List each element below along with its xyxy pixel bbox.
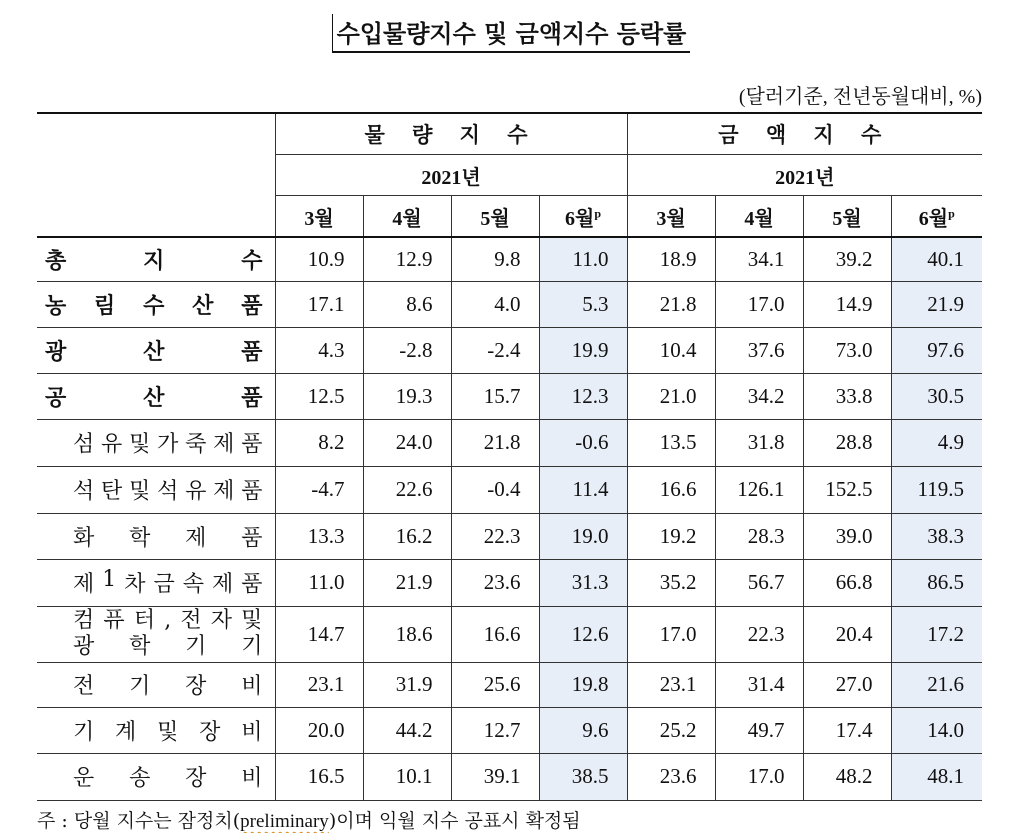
- cell-value-m3: 39.0: [803, 513, 891, 559]
- cell-value-m4: 38.3: [891, 513, 982, 559]
- cell-volume-m3: 25.6: [451, 662, 539, 707]
- cell-volume-m3: -2.4: [451, 327, 539, 373]
- cell-value-m1: 13.5: [627, 419, 715, 466]
- table-row: [37, 466, 982, 513]
- header-month-volume-3: 5월: [451, 196, 539, 238]
- cell-value-m2: 31.8: [715, 419, 803, 466]
- cell-volume-m4: 11.4: [539, 466, 627, 513]
- cell-volume-m3: 15.7: [451, 373, 539, 419]
- cell-volume-m3: 4.0: [451, 281, 539, 327]
- page-title: 수입물량지수 및 금액지수 등락률: [0, 14, 1022, 53]
- cell-volume-m3: -0.4: [451, 466, 539, 513]
- index-table: [37, 112, 982, 801]
- row-label: 기 계 및 장 비: [37, 707, 275, 753]
- row-label-line1: 컴 퓨 터 , 전 자 및: [73, 608, 263, 633]
- cell-volume-m4: 9.6: [539, 707, 627, 753]
- table-row: [37, 513, 982, 559]
- cell-volume-m4: 5.3: [539, 281, 627, 327]
- table-row: [37, 419, 982, 466]
- cell-volume-m4: 31.3: [539, 559, 627, 606]
- cell-volume-m3: 16.6: [451, 606, 539, 662]
- header-month-value-4: 6월$^p$: [891, 196, 982, 238]
- cell-volume-m4: -0.6: [539, 419, 627, 466]
- table-row: [37, 662, 982, 707]
- cell-value-m1: 10.4: [627, 327, 715, 373]
- row-label: 화 학 제 품: [37, 513, 275, 559]
- cell-volume-m4: 38.5: [539, 753, 627, 800]
- cell-value-m3: 14.9: [803, 281, 891, 327]
- cell-value-m4: 48.1: [891, 753, 982, 800]
- table-row: [37, 707, 982, 753]
- cell-value-m2: 126.1: [715, 466, 803, 513]
- cell-value-m2: 17.0: [715, 281, 803, 327]
- cell-value-m3: 28.8: [803, 419, 891, 466]
- cell-volume-m3: 23.6: [451, 559, 539, 606]
- cell-value-m3: 33.8: [803, 373, 891, 419]
- cell-value-m4: 21.9: [891, 281, 982, 327]
- cell-volume-m4: 12.3: [539, 373, 627, 419]
- cell-value-m4: 97.6: [891, 327, 982, 373]
- cell-value-m1: 21.8: [627, 281, 715, 327]
- cell-value-m2: 56.7: [715, 559, 803, 606]
- table-row: [37, 237, 982, 281]
- cell-volume-m2: 19.3: [363, 373, 451, 419]
- cell-value-m1: 21.0: [627, 373, 715, 419]
- cell-volume-m4: 11.0: [539, 237, 627, 281]
- table-row: [37, 373, 982, 419]
- cell-value-m1: 17.0: [627, 606, 715, 662]
- table-row: [37, 753, 982, 800]
- row-label: [37, 606, 275, 662]
- row-label: 운 송 장 비: [37, 753, 275, 800]
- cell-volume-m2: 31.9: [363, 662, 451, 707]
- header-volume-year: 2021년: [275, 155, 627, 196]
- cell-volume-m3: 21.8: [451, 419, 539, 466]
- cell-volume-m3: 22.3: [451, 513, 539, 559]
- cell-value-m2: 49.7: [715, 707, 803, 753]
- cell-volume-m4: 19.9: [539, 327, 627, 373]
- cell-volume-m3: 9.8: [451, 237, 539, 281]
- table-row: [37, 327, 982, 373]
- cell-volume-m1: 11.0: [275, 559, 363, 606]
- header-month-value-1: 3월: [627, 196, 715, 238]
- cell-value-m1: 19.2: [627, 513, 715, 559]
- row-label: 농 림 수 산 품: [37, 281, 275, 327]
- row-label: 제 1 차 금 속 제 품: [37, 559, 275, 606]
- header-corner: [37, 113, 275, 237]
- cell-value-m4: 30.5: [891, 373, 982, 419]
- cell-value-m3: 48.2: [803, 753, 891, 800]
- cell-volume-m2: 18.6: [363, 606, 451, 662]
- cell-volume-m2: 16.2: [363, 513, 451, 559]
- header-volume-group: 물 량 지 수: [275, 113, 627, 155]
- cell-value-m4: 86.5: [891, 559, 982, 606]
- cell-value-m2: 28.3: [715, 513, 803, 559]
- row-label: 총 지 수: [37, 237, 275, 281]
- cell-value-m1: 23.6: [627, 753, 715, 800]
- row-label: 석 탄 및 석 유 제 품: [37, 466, 275, 513]
- cell-value-m4: 119.5: [891, 466, 982, 513]
- cell-volume-m2: 8.6: [363, 281, 451, 327]
- cell-volume-m1: 12.5: [275, 373, 363, 419]
- cell-value-m3: 39.2: [803, 237, 891, 281]
- cell-value-m3: 66.8: [803, 559, 891, 606]
- cell-value-m2: 31.4: [715, 662, 803, 707]
- cell-volume-m1: 14.7: [275, 606, 363, 662]
- cell-value-m3: 27.0: [803, 662, 891, 707]
- cell-volume-m3: 39.1: [451, 753, 539, 800]
- cell-value-m3: 73.0: [803, 327, 891, 373]
- cell-volume-m2: 12.9: [363, 237, 451, 281]
- cell-volume-m1: 13.3: [275, 513, 363, 559]
- header-month-volume-4: 6월$^p$: [539, 196, 627, 238]
- cell-volume-m1: 23.1: [275, 662, 363, 707]
- cell-value-m2: 34.2: [715, 373, 803, 419]
- cell-volume-m2: 24.0: [363, 419, 451, 466]
- cell-value-m4: 17.2: [891, 606, 982, 662]
- cell-value-m4: 4.9: [891, 419, 982, 466]
- row-label: 광 산 품: [37, 327, 275, 373]
- footnote: 주 : 당월 지수는 잠정치(preliminary)이며 익월 지수 공표시 확정됨: [37, 810, 581, 832]
- cell-volume-m1: 10.9: [275, 237, 363, 281]
- cell-volume-m2: 22.6: [363, 466, 451, 513]
- cell-volume-m1: 16.5: [275, 753, 363, 800]
- header-month-value-3: 5월: [803, 196, 891, 238]
- unit-note: (달러기준, 전년동월대비, %): [738, 86, 982, 108]
- header-month-value-2: 4월: [715, 196, 803, 238]
- cell-volume-m1: 8.2: [275, 419, 363, 466]
- cell-value-m3: 20.4: [803, 606, 891, 662]
- cell-value-m4: 40.1: [891, 237, 982, 281]
- cell-volume-m1: 20.0: [275, 707, 363, 753]
- cell-value-m4: 14.0: [891, 707, 982, 753]
- cell-value-m1: 25.2: [627, 707, 715, 753]
- row-label: 전 기 장 비: [37, 662, 275, 707]
- row-label: 공 산 품: [37, 373, 275, 419]
- table-row: [37, 281, 982, 327]
- cell-volume-m1: 4.3: [275, 327, 363, 373]
- header-value-group: 금 액 지 수: [627, 113, 982, 155]
- cell-volume-m1: 17.1: [275, 281, 363, 327]
- table-row: [37, 559, 982, 606]
- cell-volume-m4: 12.6: [539, 606, 627, 662]
- cell-value-m1: 16.6: [627, 466, 715, 513]
- cell-volume-m2: 21.9: [363, 559, 451, 606]
- cell-volume-m4: 19.0: [539, 513, 627, 559]
- cell-value-m2: 17.0: [715, 753, 803, 800]
- cell-value-m2: 37.6: [715, 327, 803, 373]
- cell-value-m1: 18.9: [627, 237, 715, 281]
- cell-value-m1: 23.1: [627, 662, 715, 707]
- cell-volume-m3: 12.7: [451, 707, 539, 753]
- table-row: [37, 606, 982, 662]
- header-month-volume-1: 3월: [275, 196, 363, 238]
- header-value-year: 2021년: [627, 155, 982, 196]
- cell-value-m3: 17.4: [803, 707, 891, 753]
- row-label-line2: 광 학 기 기: [73, 634, 263, 659]
- header-month-volume-2: 4월: [363, 196, 451, 238]
- cell-value-m1: 35.2: [627, 559, 715, 606]
- cell-volume-m2: 44.2: [363, 707, 451, 753]
- cell-value-m2: 22.3: [715, 606, 803, 662]
- cell-volume-m1: -4.7: [275, 466, 363, 513]
- cell-volume-m4: 19.8: [539, 662, 627, 707]
- row-label: 섬 유 및 가 죽 제 품: [37, 419, 275, 466]
- cell-value-m2: 34.1: [715, 237, 803, 281]
- cell-value-m3: 152.5: [803, 466, 891, 513]
- cell-volume-m2: -2.8: [363, 327, 451, 373]
- cell-volume-m2: 10.1: [363, 753, 451, 800]
- cell-value-m4: 21.6: [891, 662, 982, 707]
